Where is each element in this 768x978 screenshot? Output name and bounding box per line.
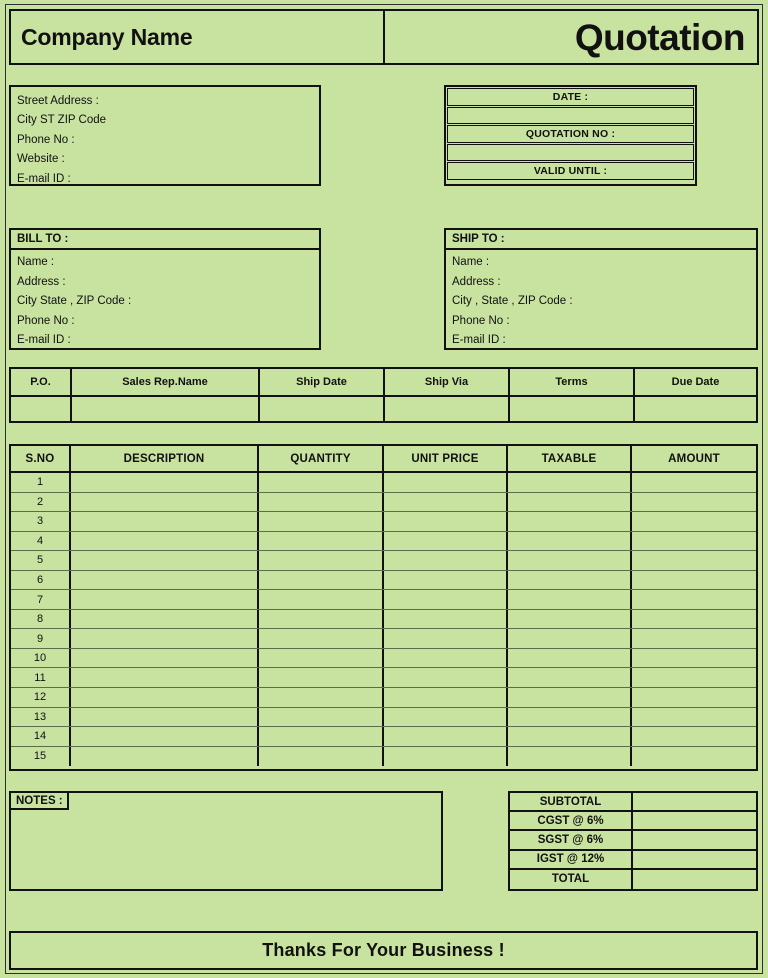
ship-via-header: Ship Via (385, 369, 510, 395)
unit-price-cell[interactable] (384, 590, 508, 609)
footer-message-band (9, 931, 758, 970)
quotation-no-value-field[interactable] (447, 144, 694, 162)
quantity-cell[interactable] (259, 571, 384, 590)
amount-cell[interactable] (632, 747, 756, 767)
line-items-header-row (11, 446, 756, 473)
company-address-block[interactable] (9, 85, 321, 186)
taxable-cell[interactable] (508, 610, 632, 629)
total-label: TOTAL (510, 870, 633, 889)
table-row (11, 473, 756, 493)
unit-price-cell[interactable] (384, 629, 508, 648)
quantity-cell[interactable] (259, 629, 384, 648)
amount-cell[interactable] (632, 688, 756, 707)
bill-to-fields[interactable] (11, 250, 319, 351)
sgst-row (510, 831, 756, 850)
taxable-header: TAXABLE (508, 446, 632, 471)
total-row (510, 870, 756, 889)
ship-to-email: E-mail ID : (452, 334, 506, 347)
ship-to-block (444, 228, 758, 350)
unit-price-cell[interactable] (384, 473, 508, 492)
bill-to-email: E-mail ID : (17, 334, 71, 347)
cgst-value-field[interactable] (633, 812, 756, 829)
notes-label (9, 791, 69, 810)
quantity-cell[interactable] (259, 649, 384, 668)
table-row (11, 512, 756, 532)
taxable-cell[interactable] (508, 590, 632, 609)
company-street-address: Street Address : (17, 95, 99, 107)
shipping-terms-value-row (11, 397, 756, 421)
unit-price-cell[interactable] (384, 747, 508, 767)
sno-cell: 2 (11, 493, 71, 512)
page-title: Quotation (574, 16, 745, 58)
taxable-cell[interactable] (508, 571, 632, 590)
amount-cell[interactable] (632, 571, 756, 590)
table-row (11, 668, 756, 688)
date-label-row: DATE : (447, 88, 694, 106)
igst-row (510, 851, 756, 870)
po-value-field[interactable] (11, 397, 72, 421)
amount-header: AMOUNT (668, 452, 720, 465)
subtotal-label: SUBTOTAL (510, 793, 633, 810)
shipping-terms-table (9, 367, 758, 423)
quantity-cell[interactable] (259, 473, 384, 492)
table-row (11, 590, 756, 610)
unit-price-header: UNIT PRICE (384, 446, 508, 471)
description-cell[interactable] (71, 493, 259, 512)
valid-until-label-row: VALID UNTIL : (447, 162, 694, 180)
due-date-value-field[interactable] (635, 397, 756, 421)
table-row (11, 688, 756, 708)
terms-value-field[interactable] (510, 397, 635, 421)
table-row (11, 551, 756, 571)
taxable-cell[interactable] (508, 512, 632, 531)
unit-price-cell[interactable] (384, 532, 508, 551)
sno-cell: 15 (11, 747, 71, 767)
quantity-cell[interactable] (259, 668, 384, 687)
sno-cell: 12 (11, 688, 71, 707)
amount-cell[interactable] (632, 532, 756, 551)
bill-to-phone: Phone No : (17, 314, 75, 327)
terms-header: Terms (510, 369, 635, 395)
quantity-cell[interactable] (259, 532, 384, 551)
unit-price-cell[interactable] (384, 610, 508, 629)
quantity-cell[interactable] (259, 708, 384, 727)
ship-to-fields[interactable] (446, 250, 756, 351)
cgst-label: CGST @ 6% (510, 812, 633, 829)
bill-to-block (9, 228, 321, 350)
unit-price-cell[interactable] (384, 727, 508, 746)
amount-cell[interactable] (632, 610, 756, 629)
description-cell[interactable] (71, 571, 259, 590)
ship-to-phone: Phone No : (452, 314, 510, 327)
footer-message: Thanks For Your Business ! (262, 940, 505, 960)
sales-rep-header: Sales Rep.Name (72, 369, 260, 395)
document-title-cell (385, 11, 757, 63)
bill-to-name: Name : (17, 256, 55, 268)
sno-cell: 11 (11, 668, 71, 687)
table-row (11, 649, 756, 669)
sno-cell: 10 (11, 649, 71, 668)
quantity-cell[interactable] (259, 590, 384, 609)
quantity-cell[interactable] (259, 688, 384, 707)
description-header: DESCRIPTION (71, 446, 259, 471)
cgst-row (510, 812, 756, 831)
bill-to-title: BILL TO : (11, 230, 319, 250)
unit-price-cell[interactable] (384, 512, 508, 531)
description-cell[interactable] (71, 551, 259, 570)
sno-cell: 7 (11, 590, 71, 609)
ship-date-value-field[interactable] (260, 397, 385, 421)
igst-label: IGST @ 12% (510, 851, 633, 868)
description-cell[interactable] (71, 512, 259, 531)
amount-cell[interactable] (632, 473, 756, 492)
unit-price-cell[interactable] (384, 708, 508, 727)
taxable-cell[interactable] (508, 747, 632, 767)
amount-cell[interactable] (632, 668, 756, 687)
shipping-terms-header-row (11, 369, 756, 397)
company-email: E-mail ID : (17, 172, 71, 185)
company-phone: Phone No : (17, 133, 75, 146)
unit-price-cell[interactable] (384, 688, 508, 707)
sno-header: S.NO (11, 446, 71, 471)
taxable-cell[interactable] (508, 688, 632, 707)
company-name-cell[interactable] (11, 11, 385, 63)
due-date-header: Due Date (671, 376, 720, 388)
sgst-label: SGST @ 6% (510, 831, 633, 848)
table-row (11, 610, 756, 630)
taxable-cell[interactable] (508, 727, 632, 746)
description-cell[interactable] (71, 708, 259, 727)
ship-to-city-state-zip: City , State , ZIP Code : (452, 295, 573, 308)
table-row (11, 747, 756, 767)
document-header (9, 9, 759, 65)
amount-cell[interactable] (632, 512, 756, 531)
quantity-header: QUANTITY (259, 446, 384, 471)
taxable-cell[interactable] (508, 629, 632, 648)
notes-area[interactable] (9, 791, 443, 891)
amount-cell[interactable] (632, 708, 756, 727)
description-cell[interactable] (71, 747, 259, 767)
ship-via-value-field[interactable] (385, 397, 510, 421)
description-cell[interactable] (71, 727, 259, 746)
sno-cell: 3 (11, 512, 71, 531)
company-city-state-zip: City ST ZIP Code (17, 114, 107, 127)
sno-cell: 4 (11, 532, 71, 551)
taxable-cell[interactable] (508, 551, 632, 570)
description-cell[interactable] (71, 473, 259, 492)
notes-label-text: NOTES : (16, 794, 63, 807)
company-website: Website : (17, 153, 65, 166)
bill-to-city-state-zip: City State , ZIP Code : (17, 295, 132, 308)
unit-price-cell[interactable] (384, 551, 508, 570)
amount-cell[interactable] (632, 493, 756, 512)
sno-cell: 8 (11, 610, 71, 629)
description-cell[interactable] (71, 532, 259, 551)
sno-cell: 6 (11, 571, 71, 590)
description-cell[interactable] (71, 649, 259, 668)
totals-table (508, 791, 758, 891)
quantity-cell[interactable] (259, 727, 384, 746)
taxable-cell[interactable] (508, 473, 632, 492)
taxable-cell[interactable] (508, 668, 632, 687)
amount-cell[interactable] (632, 629, 756, 648)
quantity-cell[interactable] (259, 610, 384, 629)
subtotal-row (510, 793, 756, 812)
total-value-field[interactable] (633, 870, 756, 889)
unit-price-cell[interactable] (384, 571, 508, 590)
description-cell[interactable] (71, 668, 259, 687)
description-cell[interactable] (71, 590, 259, 609)
unit-price-cell[interactable] (384, 649, 508, 668)
sales-rep-value-field[interactable] (72, 397, 260, 421)
amount-cell[interactable] (632, 727, 756, 746)
amount-cell[interactable] (632, 551, 756, 570)
taxable-cell[interactable] (508, 649, 632, 668)
ship-date-header: Ship Date (260, 369, 385, 395)
description-cell[interactable] (71, 629, 259, 648)
quantity-cell[interactable] (259, 493, 384, 512)
line-items-table (9, 444, 758, 771)
description-cell[interactable] (71, 610, 259, 629)
table-row (11, 571, 756, 591)
table-row (11, 629, 756, 649)
description-cell[interactable] (71, 688, 259, 707)
sno-cell: 9 (11, 629, 71, 648)
table-row (11, 708, 756, 728)
po-header: P.O. (11, 369, 72, 395)
table-row (11, 727, 756, 747)
quantity-cell[interactable] (259, 747, 384, 767)
ship-to-title: SHIP TO : (446, 230, 756, 250)
sno-cell: 13 (11, 708, 71, 727)
quotation-meta-block (444, 85, 697, 186)
amount-cell[interactable] (632, 649, 756, 668)
company-name: Company Name (21, 23, 193, 50)
table-row (11, 532, 756, 552)
sno-cell: 1 (11, 473, 71, 492)
quantity-cell[interactable] (259, 512, 384, 531)
taxable-cell[interactable] (508, 493, 632, 512)
subtotal-value-field[interactable] (633, 793, 756, 810)
taxable-cell[interactable] (508, 708, 632, 727)
quotation-no-label-row: QUOTATION NO : (447, 125, 694, 143)
table-row (11, 493, 756, 513)
line-items-body (11, 473, 756, 766)
igst-value-field[interactable] (633, 851, 756, 868)
ship-to-address: Address : (452, 275, 501, 288)
sgst-value-field[interactable] (633, 831, 756, 848)
taxable-cell[interactable] (508, 532, 632, 551)
sno-cell: 5 (11, 551, 71, 570)
quantity-cell[interactable] (259, 551, 384, 570)
unit-price-cell[interactable] (384, 668, 508, 687)
ship-to-name: Name : (452, 256, 490, 268)
amount-cell[interactable] (632, 590, 756, 609)
sno-cell: 14 (11, 727, 71, 746)
unit-price-cell[interactable] (384, 493, 508, 512)
bill-to-address: Address : (17, 275, 66, 288)
date-value-field[interactable] (447, 107, 694, 125)
